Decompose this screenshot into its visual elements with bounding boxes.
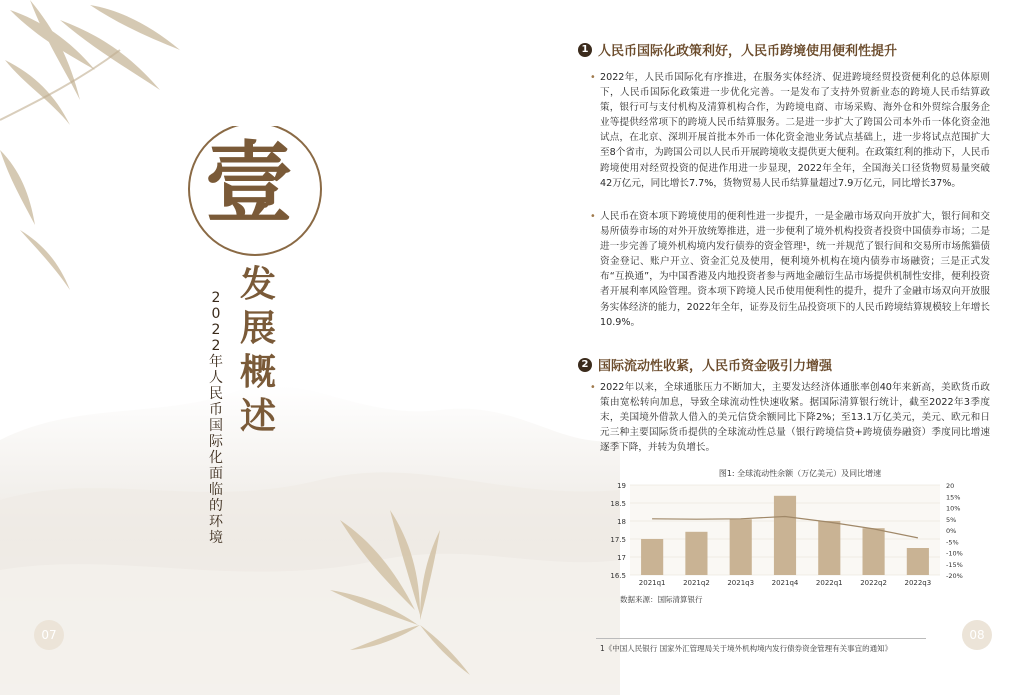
- footnote: 1《中国人民银行 国家外汇管理局关于境外机构境内发行债券资金管理有关事宜的通知》: [600, 644, 893, 653]
- subtitle-char: 临: [209, 482, 223, 498]
- subtitle-char: 年: [209, 354, 223, 370]
- y-tick-label: 18.5: [610, 500, 626, 508]
- chapter-title-char: 发: [239, 263, 276, 305]
- subtitle-char: 化: [209, 450, 223, 466]
- y2-tick-label: 20: [946, 482, 955, 490]
- chapter-title-char: 概: [239, 351, 276, 393]
- y2-tick-label: -10%: [946, 549, 963, 558]
- section2-heading: [578, 355, 832, 374]
- bar: [641, 539, 663, 575]
- y2-tick-label: -5%: [946, 538, 959, 547]
- chapter-title-char: 述: [239, 395, 276, 437]
- y2-tick-label: 15%: [946, 493, 961, 502]
- y2-tick-label: -20%: [946, 572, 963, 580]
- section2-number: 2: [578, 358, 592, 372]
- footnote-divider: [596, 638, 926, 639]
- subtitle-char: 面: [209, 466, 223, 482]
- section1-heading: [578, 40, 897, 59]
- chart-source: 数据来源：国际清算银行: [620, 595, 703, 604]
- x-tick-label: 2022q2: [860, 579, 887, 587]
- y-tick-label: 17: [617, 554, 626, 562]
- chart-title: 图1: 全球流动性余额（万亿美元）及同比增速: [718, 469, 882, 478]
- section1-title: 人民币国际化政策利好，人民币跨境使用便利性提升: [598, 44, 898, 59]
- section1-number: 1: [578, 43, 592, 57]
- bar: [907, 548, 929, 575]
- subtitle-char: 环: [209, 514, 223, 530]
- section1-paragraph-1: • 2022年，人民币国际化有序推进，在服务实体经济、促进跨境经贸投资便利化的总体原则下，人民币国际化政策进一步优化完善。一是发布了支持外贸新业态的跨境人民币结算政策，银行可与支付机构及清算机构合作，为跨境电商、市场采购、海外仓和外贸综合服务企业等提供经常项下的跨境人民币结算服务。二是进一步扩大了跨国公司本外币一体化资金池试点，在北京、深圳开展首批本外币一体化资金池业务试点基础上，进一步将试点范围扩大至8个省市，为跨国公司以人民币开展跨境收支提供更大便利。在政策红利的推动下，人民币跨境使用对经贸投资的促进作用进一步显现，2022年全年，全国海关口径货物贸易量突破42万亿元，同比增长7.7%，货物贸易人民币结算量超过7.9万亿元，同比增长37%。: [590, 70, 990, 191]
- subtitle-char: 币: [209, 402, 223, 418]
- subtitle-char: 国: [209, 418, 223, 434]
- bar: [730, 519, 752, 575]
- subtitle-char: 2: [211, 290, 221, 306]
- subtitle-char: 际: [209, 434, 223, 450]
- x-tick-label: 2021q4: [771, 579, 799, 587]
- chapter-subtitle: [206, 290, 226, 546]
- section2-title: 国际流动性收紧，人民币资金吸引力增强: [598, 359, 833, 374]
- x-tick-label: 2022q3: [904, 579, 932, 587]
- y-tick-label: 16.5: [610, 572, 626, 580]
- subtitle-char: 境: [209, 530, 223, 546]
- y-tick-label: 19: [617, 482, 626, 490]
- subtitle-char: 人: [209, 370, 223, 386]
- y-tick-label: 18: [617, 518, 626, 526]
- y2-tick-label: -15%: [946, 560, 963, 569]
- subtitle-char: 2: [211, 322, 221, 338]
- x-tick-label: 2022q1: [815, 579, 843, 587]
- subtitle-char: 民: [209, 386, 223, 402]
- x-tick-label: 2021q3: [727, 579, 755, 587]
- y2-tick-label: 0%: [946, 527, 957, 535]
- bar: [774, 496, 796, 575]
- page-number-left: 07: [34, 620, 64, 650]
- subtitle-char: 2: [211, 338, 221, 354]
- chapter-title-char: 展: [239, 307, 276, 349]
- bar: [863, 528, 885, 575]
- page-number-right: 08: [962, 620, 992, 650]
- subtitle-char: 0: [211, 306, 221, 322]
- liquidity-chart: [600, 480, 980, 590]
- chapter-number: 壹: [205, 131, 294, 235]
- y2-tick-label: 10%: [946, 504, 961, 513]
- bar: [685, 532, 707, 575]
- y-tick-label: 17.5: [610, 536, 626, 544]
- subtitle-char: 的: [209, 498, 223, 514]
- chapter-title: [238, 262, 278, 438]
- x-tick-label: 2021q2: [683, 579, 710, 587]
- y2-tick-label: 5%: [946, 515, 957, 524]
- bar: [818, 521, 840, 575]
- section2-paragraph-1: • 2022年以来，全球通胀压力不断加大，主要发达经济体通胀率创40年来新高，美欧货币政策由宽松转向加息，导致全球流动性快速收紧。据国际清算银行统计，截至2022年3季度末，美国境外借款人借入的美元信贷余额同比下降2%；至13.1万亿美元，美元、欧元和日元三种主要国际货币提供的全球流动性总量（银行跨境信贷+跨境债券融资）季度同比增速逐季下降，并转为负增长。: [590, 380, 990, 455]
- section1-paragraph-2: • 人民币在资本项下跨境使用的便利性进一步提升，一是金融市场双向开放扩大，银行间和交易所债券市场的对外开放统筹推进，进一步便利了境外机构投资者投资中国债券市场；二是进一步完善了境外机构境内发行债券的资金管理¹，统一并规范了银行间和交易所市场熊猫债资金登记、账户开立、资金汇兑及使用，便利境外机构在境内债券市场融资；三是正式发布“互换通”，为中国香港及内地投资者参与两地金融衍生品市场提供机制性安排，便利投资者开展利率风险管理。资本项下跨境人民币使用便利性的提升，提升了金融市场双向开放服务实体经济的能力，2022年全年，证券及衍生品投资项下的人民币跨境结算规模较上年增长10.9%。: [590, 209, 990, 330]
- x-tick-label: 2021q1: [638, 579, 666, 587]
